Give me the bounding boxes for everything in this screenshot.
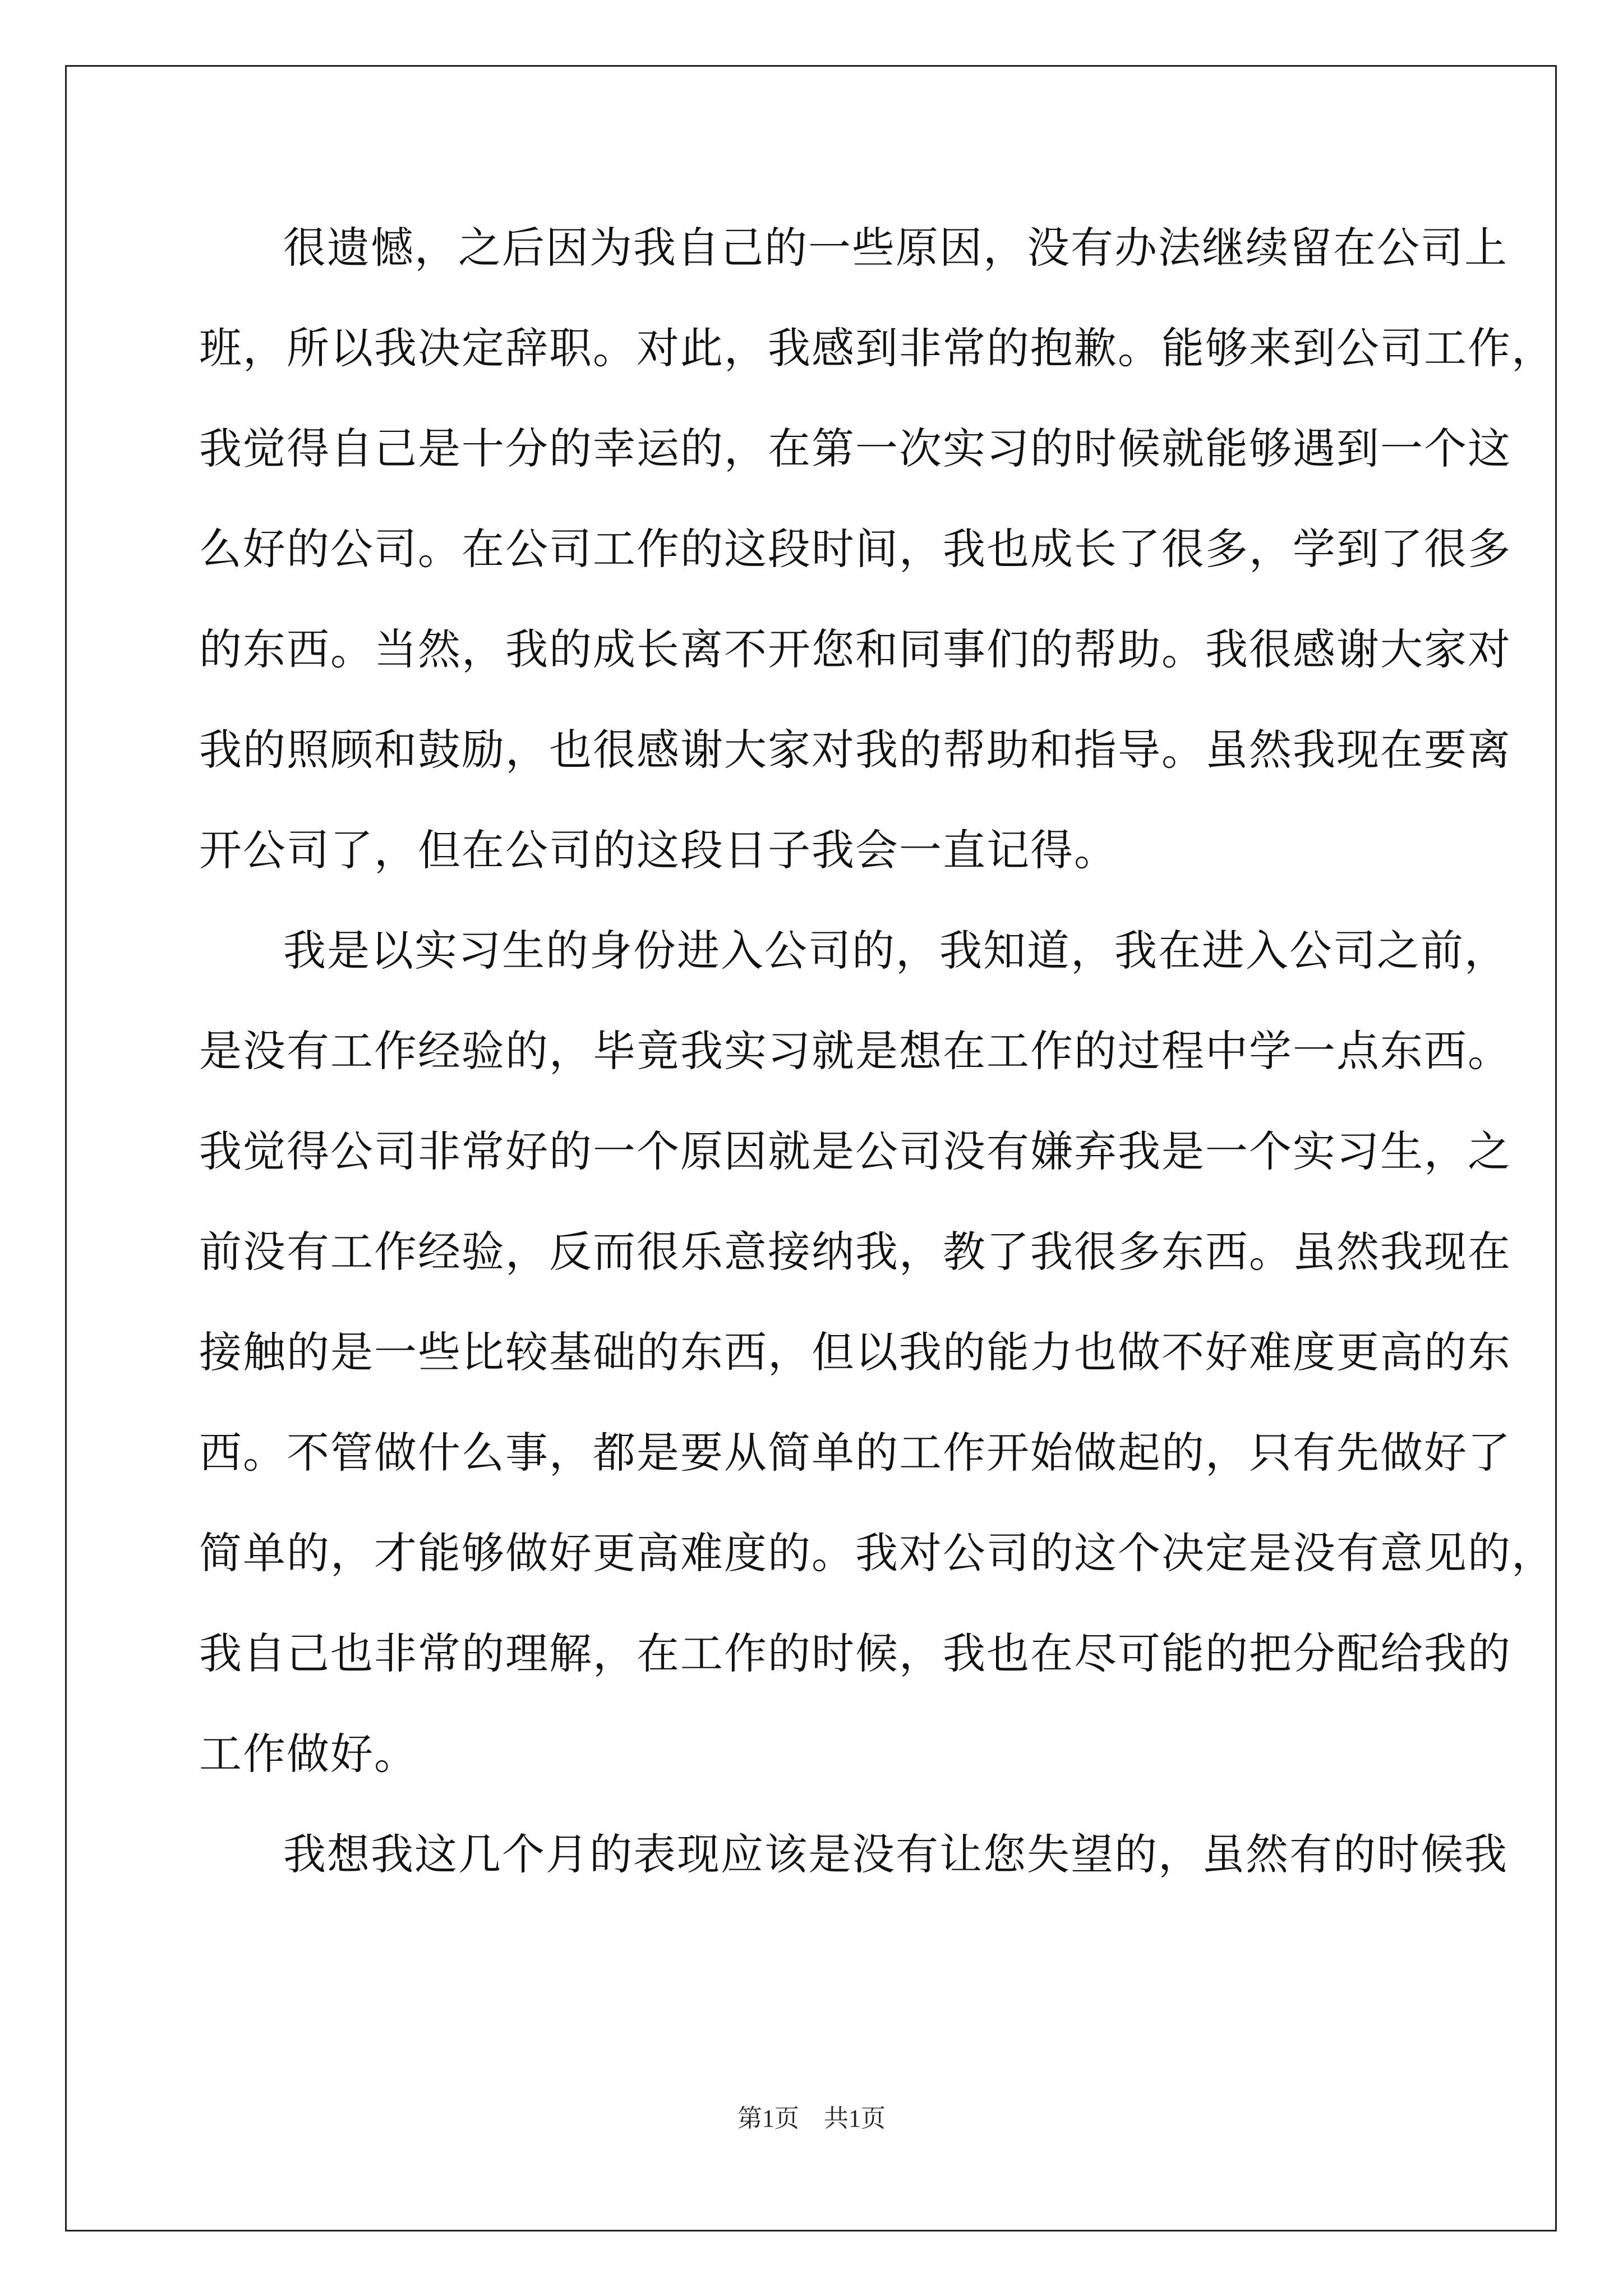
- text-line: 的东西。当然，我的成长离不开您和同事们的帮助。我很感谢大家对: [199, 624, 1511, 674]
- text-line: 开公司了，但在公司的这段日子我会一直记得。: [199, 825, 1118, 875]
- text-line: 前没有工作经验，反而很乐意接纳我，教了我很多东西。虽然我现在: [199, 1227, 1511, 1277]
- page-number-footer: 第1页 共1页: [737, 2105, 886, 2132]
- text-line: 我觉得自己是十分的幸运的，在第一次实习的时候就能够遇到一个这: [199, 424, 1511, 473]
- text-line: 简单的，才能够做好更高难度的。我对公司的这个决定是没有意见的，: [199, 1528, 1555, 1578]
- text-line: 接触的是一些比较基础的东西，但以我的能力也做不好难度更高的东: [199, 1327, 1511, 1377]
- text-line: 工作做好。: [199, 1729, 418, 1779]
- text-line: 么好的公司。在公司工作的这段时间，我也成长了很多，学到了很多: [199, 524, 1511, 574]
- text-line: 我自己也非常的理解，在工作的时候，我也在尽可能的把分配给我的: [199, 1628, 1511, 1678]
- text-line: 我觉得公司非常好的一个原因就是公司没有嫌弃我是一个实习生，之: [199, 1126, 1511, 1176]
- text-line: 我是以实习生的身份进入公司的，我知道，我在进入公司之前，: [283, 926, 1508, 976]
- text-line: 是没有工作经验的，毕竟我实习就是想在工作的过程中学一点东西。: [199, 1026, 1511, 1076]
- text-line: 西。不管做什么事，都是要从简单的工作开始做起的，只有先做好了: [199, 1428, 1511, 1478]
- text-line: 我想我这几个月的表现应该是没有让您失望的，虽然有的时候我: [283, 1829, 1508, 1879]
- text-line: 班，所以我决定辞职。对此，我感到非常的抱歉。能够来到公司工作，: [199, 323, 1555, 373]
- text-line: 我的照顾和鼓励，也很感谢大家对我的帮助和指导。虽然我现在要离: [199, 725, 1511, 775]
- document-body: [199, 197, 1555, 1904]
- text-line: 很遗憾，之后因为我自己的一些原因，没有办法继续留在公司上: [283, 223, 1508, 273]
